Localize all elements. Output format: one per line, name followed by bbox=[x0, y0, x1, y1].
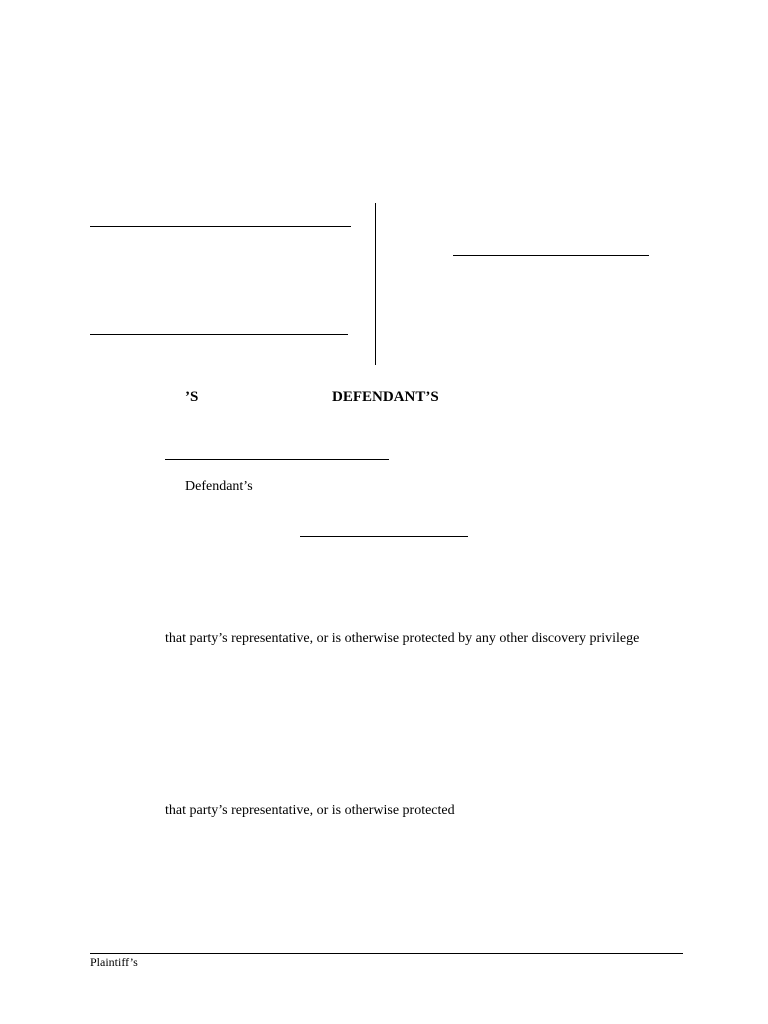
paragraph-1-line: that party’s representative, or is otherwise protected by any other discovery privilege bbox=[165, 631, 640, 646]
defendant-label: Defendant’s bbox=[185, 479, 253, 494]
footer-rule bbox=[90, 953, 683, 954]
paragraph-2-line: that party’s representative, or is otherwise protected bbox=[165, 803, 455, 818]
caption-left-blank-line-bottom bbox=[90, 334, 348, 335]
footer-plaintiff-label: Plaintiff’s bbox=[90, 955, 138, 969]
title-left-suffix: ’S bbox=[185, 389, 199, 405]
middle-blank-line bbox=[300, 536, 468, 537]
caption-right-blank-line bbox=[453, 255, 649, 256]
title-defendants: DEFENDANT’S bbox=[332, 389, 439, 405]
name-blank-line bbox=[165, 459, 389, 460]
caption-left-blank-line-top bbox=[90, 226, 351, 227]
caption-vertical-divider bbox=[375, 203, 376, 365]
